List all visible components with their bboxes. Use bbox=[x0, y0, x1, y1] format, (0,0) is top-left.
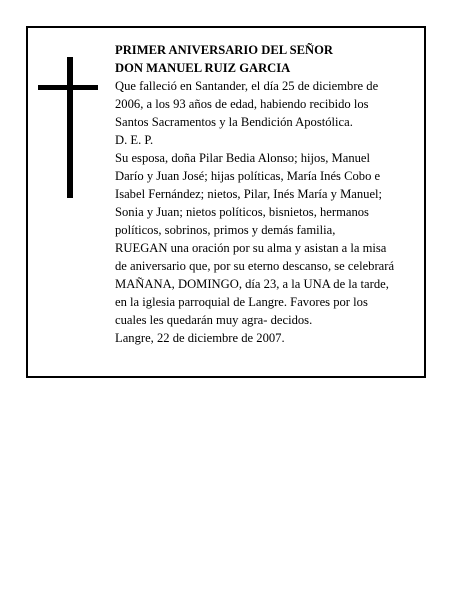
notice-body-line: políticos, sobrinos, primos y demás familia, bbox=[115, 223, 336, 237]
notice-body-line: en la iglesia parroquial de Langre. Favores por los bbox=[115, 295, 368, 309]
notice-heading-line-2: DON MANUEL RUIZ GARCIA bbox=[115, 61, 291, 75]
obituary-notice bbox=[26, 26, 426, 378]
notice-body-line: de aniversario que, por su eterno descanso, se celebrará bbox=[115, 259, 395, 273]
notice-body-line: Santos Sacramentos y la Bendición Apostólica. bbox=[115, 115, 353, 129]
notice-body-line: Langre, 22 de diciembre de 2007. bbox=[115, 331, 285, 345]
notice-text bbox=[115, 41, 421, 347]
notice-body-line: Que falleció en Santander, el día 25 de diciembre de bbox=[115, 79, 379, 93]
notice-body-line: D. E. P. bbox=[115, 133, 154, 147]
cross-icon-crossbar bbox=[38, 85, 98, 90]
cross-icon bbox=[67, 57, 73, 198]
notice-body-line: cuales les quedarán muy agra- decidos. bbox=[115, 313, 313, 327]
notice-heading-line-1: PRIMER ANIVERSARIO DEL SEÑOR bbox=[115, 43, 333, 57]
notice-body-line: MAÑANA, DOMINGO, día 23, a la UNA de la tarde, bbox=[115, 277, 389, 291]
notice-body-line: RUEGAN una oración por su alma y asistan a la misa bbox=[115, 241, 387, 255]
notice-body-line: 2006, a los 93 años de edad, habiendo recibido los bbox=[115, 97, 369, 111]
notice-body-line: Isabel Fernández; nietos, Pilar, Inés María y Manuel; bbox=[115, 187, 383, 201]
notice-body-line: Su esposa, doña Pilar Bedia Alonso; hijos, Manuel bbox=[115, 151, 371, 165]
notice-body-line: Darío y Juan José; hijas políticas, María Inés Cobo e bbox=[115, 169, 381, 183]
notice-body-line: Sonia y Juan; nietos políticos, bisnietos, hermanos bbox=[115, 205, 369, 219]
